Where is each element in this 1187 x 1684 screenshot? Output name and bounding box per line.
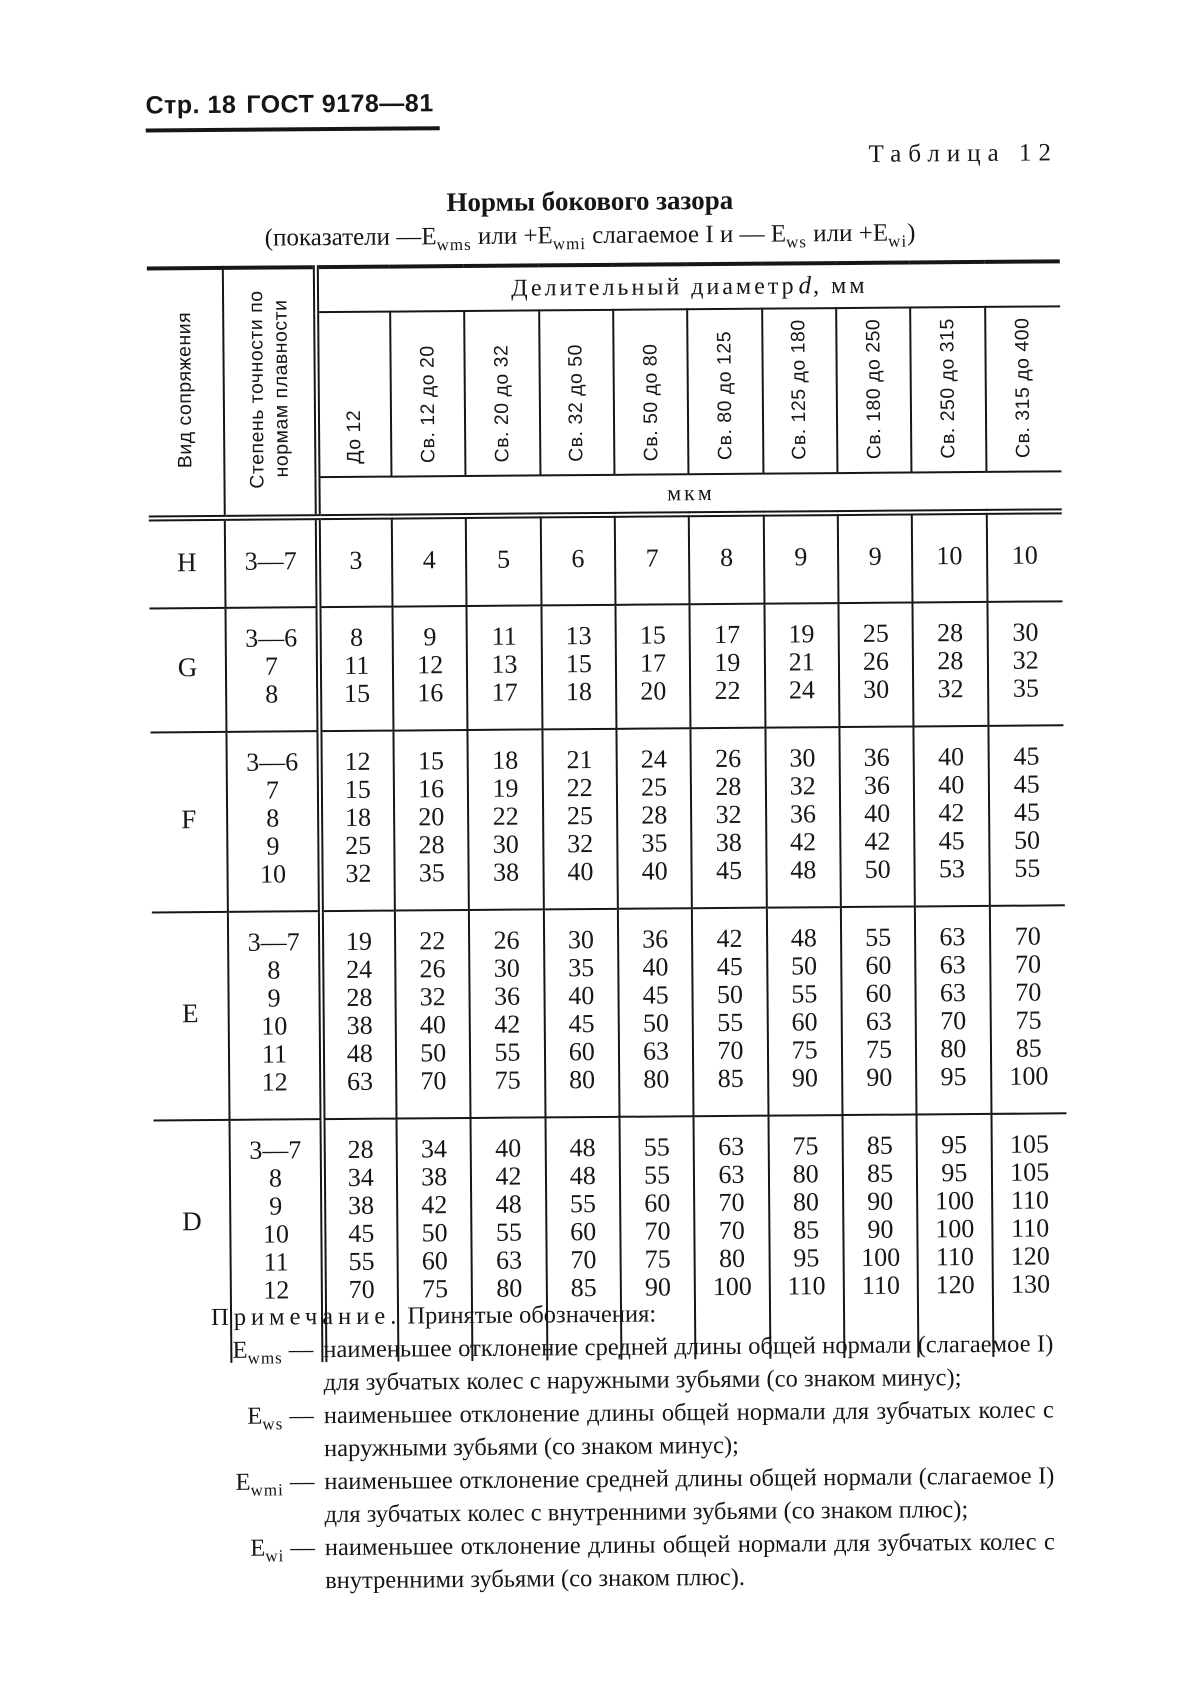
accuracy-degrees-cell: 3—7 (225, 518, 318, 609)
section-row-H (149, 512, 1063, 609)
value-cell: 30 32 36 42 48 (765, 727, 841, 908)
note-item (196, 1393, 1054, 1466)
diameter-range-header: Св. 250 до 315 (910, 307, 986, 473)
diameter-range-header: Св. 50 до 80 (613, 309, 689, 475)
accuracy-degrees-cell: 3—7 8 9 10 11 12 (230, 1120, 324, 1364)
value-cell: 7 (615, 515, 690, 606)
mate-type-cell: D (182, 1206, 202, 1237)
value-cell: 4 (392, 516, 467, 607)
notes-heading-rest: Принятые обозначения: (401, 1300, 657, 1330)
value-cell: 25 26 30 (838, 603, 913, 728)
standard-number: ГОСТ 9178—81 (246, 89, 434, 119)
table-title: Нормы бокового зазора (446, 184, 734, 218)
value-cell: 24 25 28 35 40 (616, 729, 692, 910)
value-cell: 40 40 42 45 53 (914, 726, 990, 907)
backlash-norms-table (147, 259, 1069, 1364)
value-cell: 9 (838, 513, 913, 604)
value-cell: 36 36 40 42 50 (839, 727, 915, 908)
col-header-mate-type: Вид сопряжения (147, 268, 225, 519)
notes-heading-label: Примечание. (210, 1302, 402, 1332)
value-cell: 3 (318, 517, 393, 608)
value-cell: 34 38 42 50 60 75 (397, 1118, 473, 1362)
note-symbol: $E_{wi}$ — (250, 1534, 315, 1566)
value-cell: 19 21 24 (764, 603, 839, 728)
value-cell: 8 11 15 (318, 607, 393, 732)
mate-type-cell: F (181, 804, 197, 835)
value-cell: 26 30 36 42 55 75 (469, 910, 545, 1119)
value-cell: 6 (540, 515, 615, 606)
value-cell: 13 15 18 (541, 605, 616, 730)
value-cell: 10 (912, 512, 987, 603)
header-row-span (147, 261, 1060, 313)
col-header-pitch-diameter: Делительный диаметрd, мм (316, 261, 1061, 312)
value-cell: 21 22 25 32 40 (542, 729, 618, 910)
value-cell: 75 80 80 85 95 110 (768, 1115, 844, 1359)
value-cell: 30 32 35 (987, 602, 1063, 727)
value-cell: 15 16 20 28 35 (393, 730, 469, 911)
value-cell: 9 (763, 513, 838, 604)
value-cell: 55 55 60 70 75 90 (619, 1117, 695, 1361)
value-cell: 15 17 20 (615, 605, 690, 730)
accuracy-degrees-cell: 3—7 8 9 10 11 12 (228, 912, 322, 1121)
value-cell: 48 48 55 60 70 85 (545, 1117, 621, 1361)
note-text: наименьшее отклонение средней длины общей нормали (слагаемое I) для зубчатых колес с наружными зубьями (со знаком минус); (323, 1330, 1054, 1397)
value-cell: 48 50 55 60 75 90 (766, 907, 842, 1116)
notes-block (195, 1294, 1055, 1598)
page-header (145, 89, 439, 132)
note-text: наименьшее отклонение средней длины общей нормали (слагаемое I) для зубчатых колес с внутренними зубьями (со знаком плюс); (324, 1462, 1055, 1529)
value-cell: 5 (466, 516, 541, 607)
value-cell: 17 19 22 (690, 604, 765, 729)
section-row-F (150, 726, 1064, 913)
page-number-label: Стр. 18 (145, 90, 237, 120)
note-text: наименьшее отклонение длины общей нормали для зубчатых колес с наружными зубьями (со знаком минус); (323, 1396, 1054, 1463)
notes-list (195, 1327, 1055, 1598)
value-cell: 36 40 45 50 63 80 (618, 909, 694, 1118)
diameter-range-header: Св. 125 до 180 (762, 308, 838, 474)
value-cell: 19 24 28 38 48 63 (321, 911, 397, 1120)
diameter-range-header: Св. 80 до 125 (687, 309, 763, 475)
accuracy-degrees-cell: 3—6 7 8 9 10 (227, 732, 321, 913)
note-item (196, 1459, 1054, 1532)
note-item (195, 1327, 1053, 1400)
section-row-G (149, 602, 1063, 733)
diameter-range-header: Св. 12 до 20 (390, 311, 466, 477)
value-cell: 8 (689, 514, 764, 605)
table-number-label: Таблица 12 (868, 139, 1059, 168)
note-symbol: $E_{ws}$ — (247, 1402, 314, 1434)
diameter-range-header: До 12 (316, 312, 392, 478)
value-cell: 26 28 32 38 45 (691, 728, 767, 909)
unit-label: мкм (317, 472, 1062, 518)
note-text: наименьшее отклонение длины общей нормали для зубчатых колес с внутренними зубьями (со знаком плюс). (324, 1528, 1055, 1595)
value-cell: 85 85 90 90 100 110 (842, 1115, 918, 1359)
value-cell: 95 95 100 100 110 120 (917, 1114, 993, 1358)
value-cell: 9 12 16 (393, 606, 468, 731)
table-subtitle: (показатели $—E_{wms}$ или $+E_{wmi}$ слагаемое I и — $E_{ws}$ или $+E_{wi}$) (264, 219, 916, 255)
diameter-range-header: Св. 20 до 32 (465, 310, 541, 476)
diameter-range-header: Св. 32 до 50 (539, 310, 615, 476)
note-item (197, 1525, 1055, 1598)
value-cell: 105 105 110 110 120 130 (991, 1114, 1068, 1358)
value-cell: 12 15 18 25 32 (319, 731, 395, 912)
value-cell: 22 26 32 40 50 70 (395, 910, 471, 1119)
value-cell: 18 19 22 30 38 (468, 730, 544, 911)
value-cell: 63 63 70 70 80 100 (694, 1116, 770, 1360)
note-symbol: $E_{wmi}$ — (235, 1468, 315, 1500)
value-cell: 40 42 48 55 63 80 (471, 1118, 547, 1362)
mate-type-cell: E (181, 998, 199, 1029)
value-cell: 11 13 17 (467, 606, 542, 731)
value-cell: 28 34 38 45 55 70 (322, 1119, 398, 1363)
value-cell: 70 70 70 75 85 100 (989, 906, 1066, 1115)
value-cell: 10 (986, 512, 1062, 603)
value-cell: 55 60 60 63 75 90 (841, 907, 917, 1116)
value-cell: 28 28 32 (913, 602, 988, 727)
col-header-accuracy-degree: Степень точности по нормам плавности (223, 267, 317, 518)
value-cell: 42 45 50 55 70 85 (692, 908, 768, 1117)
mate-type-cell: H (176, 547, 197, 578)
section-row-E (152, 906, 1067, 1121)
diameter-range-header: Св. 180 до 250 (836, 308, 912, 474)
value-cell: 45 45 45 50 55 (988, 726, 1065, 907)
value-cell: 63 63 63 70 80 95 (915, 906, 991, 1115)
note-symbol: $E_{wms}$ — (232, 1336, 314, 1368)
accuracy-degrees-cell: 3—6 7 8 (226, 608, 319, 733)
diameter-range-header: Св. 315 до 400 (985, 306, 1062, 472)
mate-type-cell: G (177, 652, 198, 683)
value-cell: 30 35 40 45 60 80 (544, 909, 620, 1118)
